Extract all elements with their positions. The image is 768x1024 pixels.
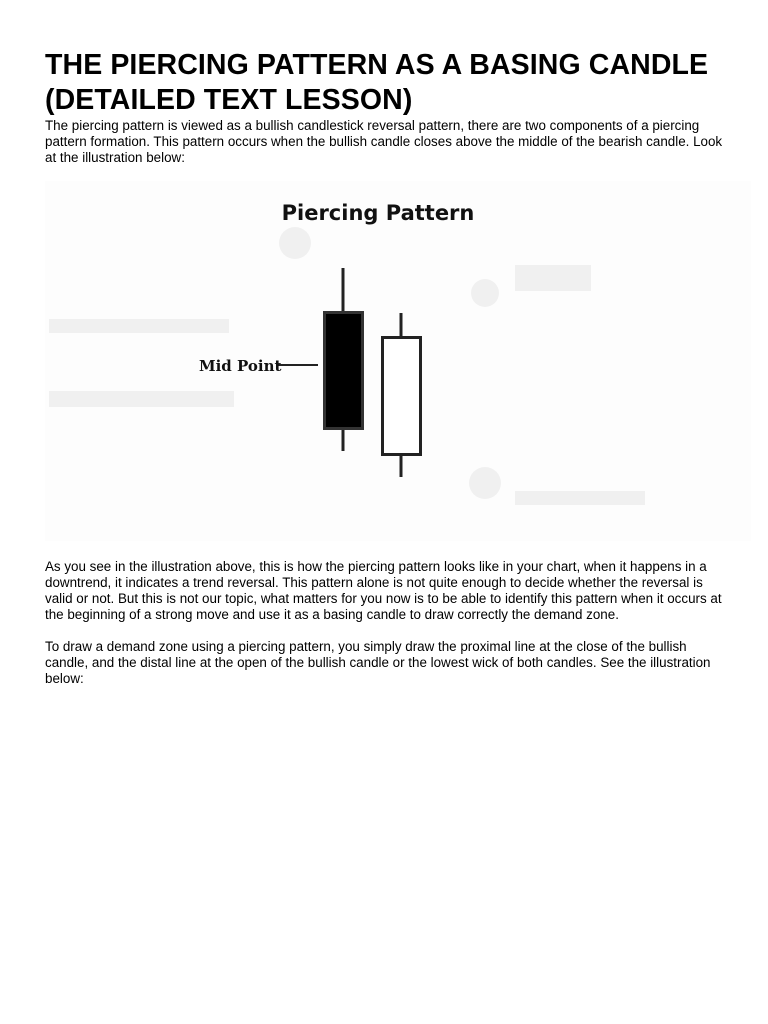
midpoint-label: Mid Point (199, 357, 282, 375)
explanation-paragraph: As you see in the illustration above, this is how the piercing pattern looks like in your chart, when it happens in a downtrend, it indicates a trend reversal. This pattern alone is not quite enough to decide whether the reversal is valid or not. But this is not our topic, what matters for you now is to be able to identify this pattern when it occurs at the beginning of a strong move and use it as a basing candle to draw correctly the demand zone. (45, 559, 722, 622)
paragraph-gap (45, 623, 725, 639)
page-title: THE PIERCING PATTERN AS A BASING CANDLE (DETAILED TEXT LESSON) (45, 49, 709, 116)
bearish-candle (325, 313, 363, 429)
document-body (45, 48, 725, 166)
intro-paragraph: The piercing pattern is viewed as a bullish candlestick reversal pattern, there are two components of a piercing pattern formation. This pattern occurs when the bullish candle closes above the middle of the bearish candle. Look at the illustration below: (45, 118, 723, 165)
piercing-pattern-illustration (45, 181, 751, 541)
demand-zone-paragraph: To draw a demand zone using a piercing pattern, you simply draw the proximal line at the close of the bullish candle, and the distal line at the open of the bullish candle or the lowest wick of both candles. See the illustration below: (45, 639, 711, 686)
illustration-svg (45, 181, 751, 541)
bullish-candle (383, 338, 421, 455)
document-continuation (45, 559, 725, 687)
illustration-title: Piercing Pattern (281, 201, 475, 225)
